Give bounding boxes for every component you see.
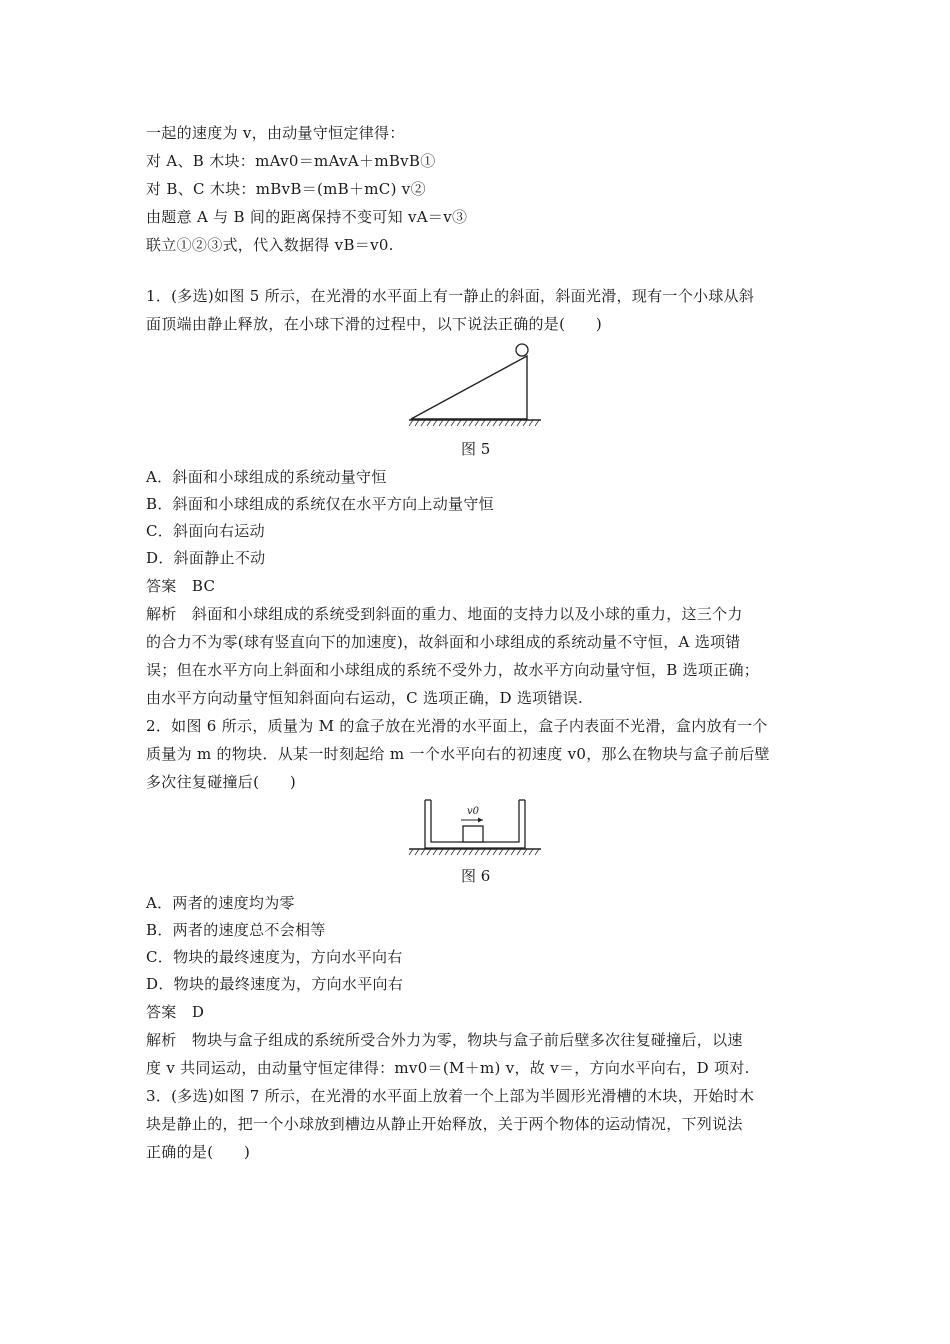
q1-stem-line-1: 1．(多选)如图 5 所示，在光滑的水平面上有一静止的斜面，斜面光滑，现有一个小球从斜 bbox=[146, 287, 755, 305]
q2-option-a: A．两者的速度均为零 bbox=[146, 894, 295, 912]
q3-stem-line-2: 块是静止的，把一个小球放到槽边从静止开始释放，关于两个物体的运动情况，下列说法 bbox=[146, 1115, 743, 1133]
q3-stem-line-3: 正确的是( ) bbox=[146, 1143, 251, 1161]
intro-line-2: 对 A、B 木块：mAv0＝mAvA＋mBvB① bbox=[146, 152, 436, 170]
intro-line-3: 对 B、C 木块：mBvB＝(mB＋mC) v② bbox=[146, 180, 426, 198]
figure-6-caption: 图 6 bbox=[461, 867, 491, 885]
q2-option-b: B．两者的速度总不会相等 bbox=[146, 921, 326, 939]
q1-answer: 答案 BC bbox=[146, 577, 216, 595]
q2-analysis-line-1: 解析 物块与盒子组成的系统所受合外力为零，物块与盒子前后壁多次往复碰撞后，以速 bbox=[146, 1031, 743, 1049]
figure-6-velocity-label: v0 bbox=[467, 806, 480, 817]
q2-stem-line-2: 质量为 m 的物块．从某一时刻起给 m 一个水平向右的初速度 v0，那么在物块与盒子前后壁 bbox=[146, 745, 770, 763]
q2-stem-line-3: 多次往复碰撞后( ) bbox=[146, 773, 297, 791]
q1-analysis-line-3: 误；但在水平方向上斜面和小球组成的系统不受外力，故水平方向动量守恒，B 选项正确； bbox=[146, 661, 760, 679]
figure-6-box-diagram bbox=[405, 798, 545, 860]
q1-analysis-line-2: 的合力不为零(球有竖直向下的加速度)，故斜面和小球组成的系统动量不守恒，A 选项错 bbox=[146, 633, 741, 651]
figure-5-incline-diagram bbox=[405, 340, 545, 430]
q1-option-d: D．斜面静止不动 bbox=[146, 549, 266, 567]
q3-stem-line-1: 3．(多选)如图 7 所示，在光滑的水平面上放着一个上部为半圆形光滑槽的木块，开始时木 bbox=[146, 1087, 755, 1105]
q1-stem-line-2: 面顶端由静止释放，在小球下滑的过程中，以下说法正确的是( ) bbox=[146, 315, 603, 333]
q1-analysis-line-1: 解析 斜面和小球组成的系统受到斜面的重力、地面的支持力以及小球的重力，这三个力 bbox=[146, 605, 743, 623]
figure-5-caption: 图 5 bbox=[461, 440, 491, 458]
intro-line-1: 一起的速度为 v，由动量守恒定律得： bbox=[146, 124, 405, 142]
q1-option-b: B．斜面和小球组成的系统仅在水平方向上动量守恒 bbox=[146, 495, 494, 513]
intro-line-5: 联立①②③式，代入数据得 vB＝v0. bbox=[146, 236, 394, 254]
q1-option-a: A．斜面和小球组成的系统动量守恒 bbox=[146, 468, 387, 486]
q2-option-d: D．物块的最终速度为，方向水平向右 bbox=[146, 975, 404, 993]
q1-option-c: C．斜面向右运动 bbox=[146, 522, 265, 540]
q1-analysis-line-4: 由水平方向动量守恒知斜面向右运动，C 选项正确，D 选项错误. bbox=[146, 689, 584, 707]
q2-stem-line-1: 2．如图 6 所示，质量为 M 的盒子放在光滑的水平面上，盒子内表面不光滑，盒内放有一个 bbox=[146, 717, 768, 735]
q2-option-c: C．物块的最终速度为，方向水平向右 bbox=[146, 948, 403, 966]
q2-answer: 答案 D bbox=[146, 1003, 205, 1021]
q2-analysis-line-2: 度 v 共同运动，由动量守恒定律得：mv0＝(M＋m) v，故 v＝，方向水平向右，D 项对. bbox=[146, 1059, 750, 1077]
intro-line-4: 由题意 A 与 B 间的距离保持不变可知 vA＝v③ bbox=[146, 208, 468, 226]
